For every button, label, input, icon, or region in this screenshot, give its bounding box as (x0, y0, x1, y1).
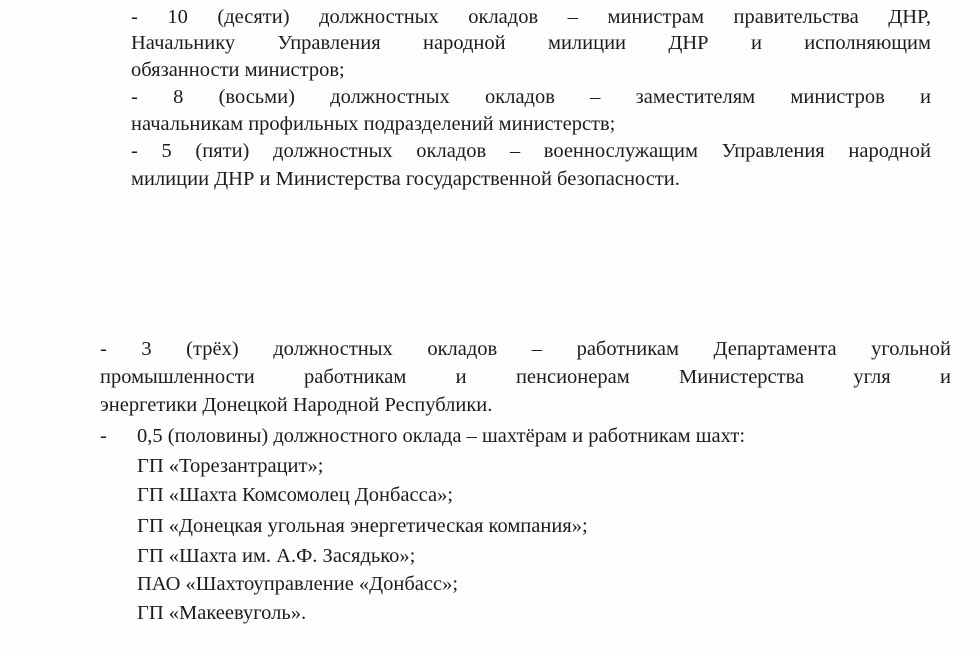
list-item: ГП «Макеевуголь». (137, 602, 307, 624)
paragraph-line: - 5 (пяти) должностных окладов – военнослужащим Управления народной (131, 140, 931, 162)
paragraph-line: Начальнику Управления народной милиции ДНР и исполняющим (131, 32, 931, 54)
paragraph-line: промышленности работникам и пенсионерам Министерства угля и (100, 366, 951, 388)
paragraph-line: 0,5 (половины) должностного оклада – шахтёрам и работникам шахт: (137, 425, 746, 447)
list-item: ГП «Шахта Комсомолец Донбасса»; (137, 484, 454, 506)
list-item: ГП «Шахта им. А.Ф. Засядько»; (137, 545, 416, 567)
paragraph-line: - 8 (восьми) должностных окладов – заместителям министров и (131, 86, 931, 108)
list-dash: - (100, 425, 107, 447)
paragraph-line: - 3 (трёх) должностных окладов – работникам Департамента угольной (100, 338, 951, 360)
list-item: ГП «Донецкая угольная энергетическая компания»; (137, 515, 588, 537)
paragraph-line: обязанности министров; (131, 59, 345, 81)
list-item: ПАО «Шахтоуправление «Донбасс»; (137, 573, 459, 595)
paragraph-line: милиции ДНР и Министерства государственной безопасности. (131, 168, 680, 190)
paragraph-line: энергетики Донецкой Народной Республики. (100, 394, 493, 416)
paragraph-line: - 10 (десяти) должностных окладов – министрам правительства ДНР, (131, 6, 931, 28)
list-item: ГП «Торезантрацит»; (137, 455, 324, 477)
paragraph-line: начальникам профильных подразделений министерств; (131, 113, 616, 135)
